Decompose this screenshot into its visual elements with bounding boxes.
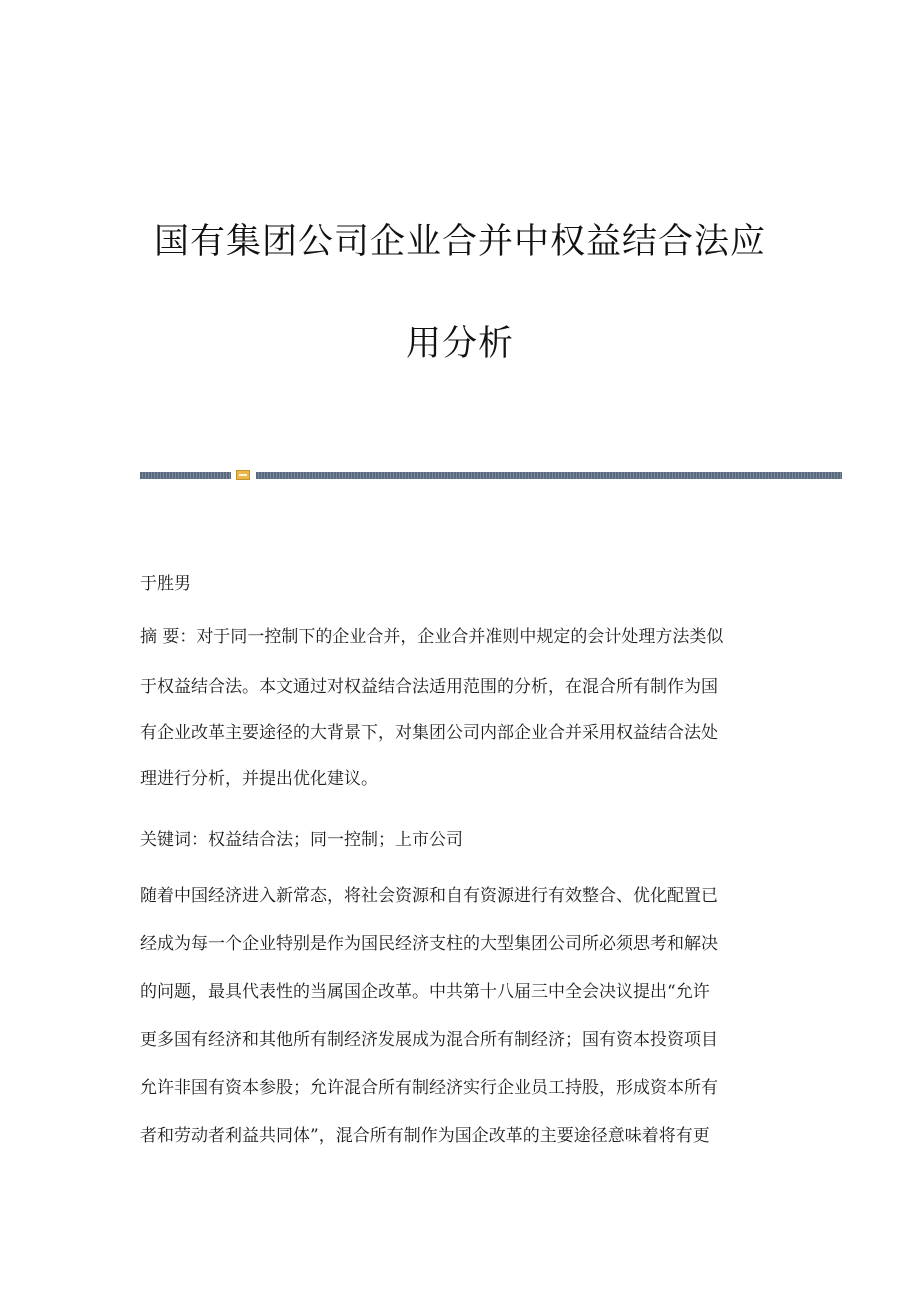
- body-line: 允许非国有资本参股；允许混合所有制经济实行企业员工持股，形成资本所有: [140, 1078, 718, 1098]
- body-line: 更多国有经济和其他所有制经济发展成为混合所有制经济；国有资本投资项目: [140, 1030, 718, 1050]
- author-name: 于胜男: [140, 574, 191, 594]
- abstract-line: 理进行分析，并提出优化建议。: [140, 769, 378, 789]
- abstract-line: 摘 要：对于同一控制下的企业合并，企业合并准则中规定的会计处理方法类似: [140, 627, 724, 647]
- abstract-line: 于权益结合法。本文通过对权益结合法适用范围的分析，在混合所有制作为国: [140, 677, 718, 697]
- divider-bar-right: [256, 472, 842, 479]
- abstract-line: 有企业改革主要途径的大背景下，对集团公司内部企业合并采用权益结合法处: [140, 723, 718, 743]
- divider-bar-left: [140, 472, 231, 479]
- body-line: 经成为每一个企业特别是作为国民经济支柱的大型集团公司所必须思考和解决: [140, 934, 718, 954]
- document-title-line-1: 国有集团公司企业合并中权益结合法应: [153, 222, 766, 262]
- envelope-icon: [236, 470, 250, 480]
- keywords-line: 关键词：权益结合法；同一控制；上市公司: [140, 830, 463, 850]
- body-line: 的问题，最具代表性的当属国企改革。中共第十八届三中全会决议提出“允许: [140, 982, 710, 1002]
- title-divider: [140, 470, 842, 480]
- document-title-line-2: 用分析: [405, 324, 514, 364]
- body-line: 随着中国经济进入新常态，将社会资源和自有资源进行有效整合、优化配置已: [140, 886, 718, 906]
- body-line: 者和劳动者利益共同体”，混合所有制作为国企改革的主要途径意味着将有更: [140, 1126, 710, 1146]
